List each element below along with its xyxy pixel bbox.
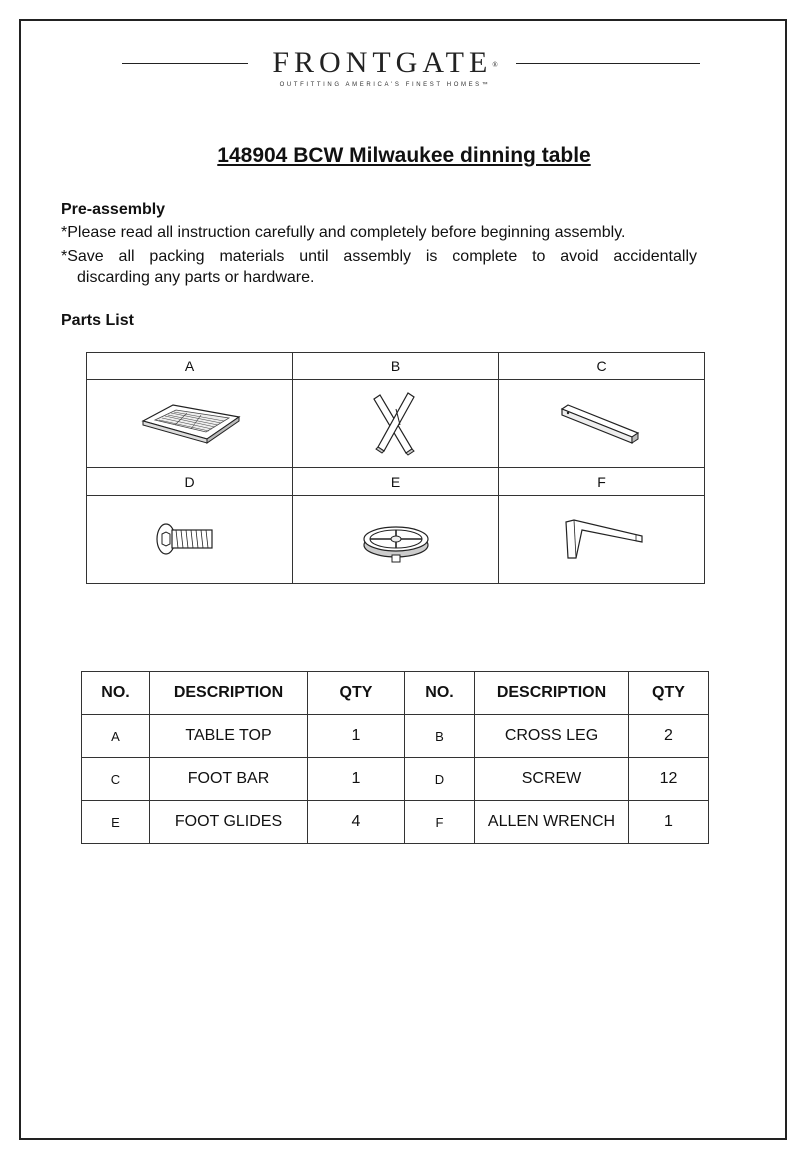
- table-header-row: [82, 672, 709, 715]
- brand-trademark: ®: [492, 61, 498, 69]
- part-no: D: [405, 758, 475, 801]
- column-header: DESCRIPTION: [150, 672, 308, 715]
- brand-rule-right: [516, 63, 700, 64]
- brand-header: [120, 48, 700, 92]
- part-no: E: [82, 801, 150, 844]
- part-qty: 2: [629, 715, 709, 758]
- part-picture-cell: [293, 380, 499, 468]
- part-description: FOOT GLIDES: [150, 801, 308, 844]
- part-no: C: [82, 758, 150, 801]
- parts-illustration-grid: [86, 352, 705, 584]
- parts-quantity-table: [81, 671, 709, 844]
- column-header: DESCRIPTION: [475, 672, 629, 715]
- part-qty: 12: [629, 758, 709, 801]
- part-letter: B: [293, 353, 499, 380]
- column-header: QTY: [629, 672, 709, 715]
- document-title: 148904 BCW Milwaukee dinning table: [217, 144, 591, 167]
- part-letter: C: [499, 353, 705, 380]
- brand-tagline: OUTFITTING AMERICA'S FINEST HOMES™: [279, 82, 491, 88]
- table-row: [82, 715, 709, 758]
- foot-glide-icon: [356, 511, 436, 567]
- table-top-icon: [135, 401, 245, 447]
- column-header: NO.: [405, 672, 475, 715]
- preassembly-line-1: *Please read all instruction carefully and completely before beginning assembly.: [61, 224, 626, 241]
- part-description: ALLEN WRENCH: [475, 801, 629, 844]
- part-description: SCREW: [475, 758, 629, 801]
- part-picture-cell: [87, 495, 293, 583]
- part-picture-cell: [499, 380, 705, 468]
- brand-name: FRONTGATE: [272, 46, 493, 79]
- cross-leg-icon: [366, 389, 426, 459]
- screw-icon: [150, 517, 230, 561]
- column-header: QTY: [308, 672, 405, 715]
- preassembly-line-2: *Save all packing materials until assembly is complete to avoid accidentally: [61, 248, 697, 265]
- part-qty: 1: [308, 758, 405, 801]
- brand-logo: [254, 48, 516, 78]
- table-row: [82, 758, 709, 801]
- parts-list-heading: Parts List: [61, 312, 134, 329]
- part-no: B: [405, 715, 475, 758]
- foot-bar-icon: [552, 399, 652, 449]
- allen-wrench-icon: [552, 514, 652, 564]
- part-picture-cell: [87, 380, 293, 468]
- part-picture-cell: [499, 495, 705, 583]
- part-qty: 1: [629, 801, 709, 844]
- part-letter: D: [87, 468, 293, 495]
- column-header: NO.: [82, 672, 150, 715]
- preassembly-line-2-continued: discarding any parts or hardware.: [77, 269, 315, 286]
- part-no: A: [82, 715, 150, 758]
- preassembly-heading: Pre-assembly: [61, 201, 166, 218]
- part-description: TABLE TOP: [150, 715, 308, 758]
- part-letter: E: [293, 468, 499, 495]
- brand-rule-left: [122, 63, 248, 64]
- part-picture-cell: [293, 495, 499, 583]
- part-letter: F: [499, 468, 705, 495]
- part-description: CROSS LEG: [475, 715, 629, 758]
- part-qty: 1: [308, 715, 405, 758]
- part-qty: 4: [308, 801, 405, 844]
- part-description: FOOT BAR: [150, 758, 308, 801]
- part-letter: A: [87, 353, 293, 380]
- table-row: [82, 801, 709, 844]
- part-no: F: [405, 801, 475, 844]
